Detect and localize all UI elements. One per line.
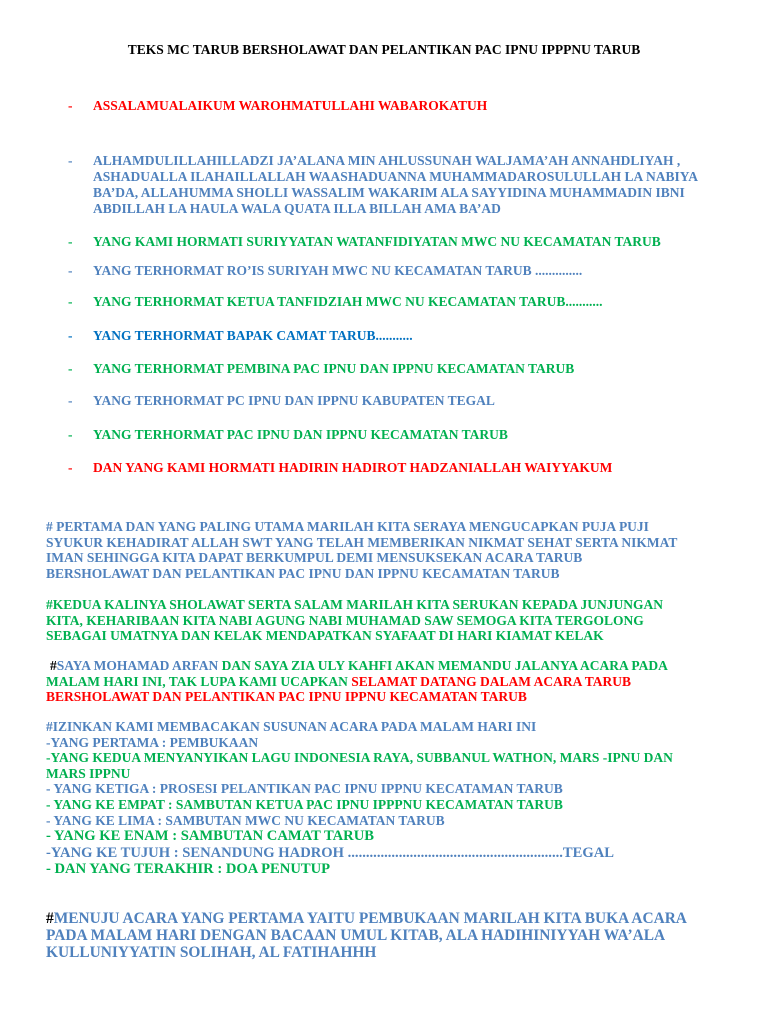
- paragraph-opening-prayer: #MENUJU ACARA YANG PERTAMA YAITU PEMBUKAAN MARILAH KITA BUKA ACARA PADA MALAM HARI DENGAN BACAAN UMUL KITAB, ALA HADIHINIYYAH WA’ALA KULLUNIYYATIN SOLIHAH, AL FATIHAHHH: [46, 910, 687, 961]
- host-names: SAYA MOHAMAD ARFAN: [56, 658, 219, 673]
- paragraph-sholawat: #KEDUA KALINYA SHOLAWAT SERTA SALAM MARILAH KITA SERUKAN KEPADA JUNJUNGAN KITA, KEHARIBAAN KITA NABI AGUNG NABI MUHAMAD SAW SEMOGA KITA TERGOLONG SEBAGAI UMATNYA DAN KELAK MENDAPATKAN SYAFAAT DI HARI KIAMAT KELAK: [46, 597, 663, 644]
- list-item: - DAN YANG KAMI HORMATI HADIRIN HADIROT HADZANIALLAH WAIYYAKUM: [68, 460, 613, 475]
- agenda-intro: #IZINKAN KAMI MEMBACAKAN SUSUNAN ACARA PADA MALAM HARI INI: [46, 719, 537, 734]
- list-item: - ASSALAMUALAIKUM WAROHMATULLAHI WABAROKATUH: [68, 98, 488, 113]
- document-title: TEKS MC TARUB BERSHOLAWAT DAN PELANTIKAN PAC IPNU IPPPNU TARUB: [127, 42, 641, 57]
- agenda-item: - DAN YANG TERAKHIR : DOA PENUTUP: [46, 861, 331, 878]
- list-item: - YANG KAMI HORMATI SURIYYATAN WATANFIDIYATAN MWC NU KECAMATAN TARUB: [68, 234, 661, 249]
- list-item: - YANG TERHORMAT BAPAK CAMAT TARUB...........: [68, 328, 413, 343]
- agenda-section: [46, 719, 736, 878]
- agenda-item: -YANG KEDUA MENYANYIKAN LAGU INDONESIA RAYA, SUBBANUL WATHON, MARS -IPNU DAN: [46, 750, 673, 766]
- list-item: - YANG TERHORMAT RO’IS SURIYAH MWC NU KECAMATAN TARUB ..............: [68, 263, 583, 278]
- agenda-item: MARS IPPNU: [46, 765, 131, 781]
- paragraph-hosts: #SAYA MOHAMAD ARFAN DAN SAYA ZIA ULY KAHFI AKAN MEMANDU JALANYA ACARA PADA MALAM HARI INI, TAK LUPA KAMI UCAPKAN SELAMAT DATANG DALAM ACARA TARUB BERSHOLAWAT DAN PELANTIKAN PAC IPNU IPPNU KECAMATAN TARUB: [46, 658, 668, 705]
- agenda-item: - YANG KE LIMA : SAMBUTAN MWC NU KECAMATAN TARUB: [46, 812, 445, 828]
- list-item: - YANG TERHORMAT PAC IPNU DAN IPPNU KECAMATAN TARUB: [68, 427, 508, 442]
- paragraph-opening: # PERTAMA DAN YANG PALING UTAMA MARILAH KITA SERAYA MENGUCAPKAN PUJA PUJI SYUKUR KEHADIRAT ALLAH SWT YANG TELAH MEMBERIKAN NIKMAT SEHAT SERTA NIKMAT IMAN SEHINGGA KITA DAPAT BERKUMPUL DEMI MENSUKSEKAN ACARA TARUB BERSHOLAWAT DAN PELANTIKAN PAC IPNU DAN IPPNU KECAMATAN TARUB: [46, 519, 678, 581]
- agenda-item: -YANG KE TUJUH : SENANDUNG HADROH ...........................................................TEGAL: [46, 844, 614, 861]
- agenda-item: -YANG PERTAMA : PEMBUKAAN: [46, 734, 259, 750]
- list-item: - ALHAMDULILLAHILLADZI JA’ALANA MIN AHLUSSUNAH WALJAMA’AH ANNAHDLIYAH , ASHADUALLA ILAHAILLALLAH WAASHADUANNA MUHAMMADAROSULULLAH LA NABIYA BA’DA, ALLAHUMMA SHOLLI WASSALIM WAKARIM ALA SAYYIDINA MUHAMMADIN IBNI ABDILLAH LA HAULA WALA QUATA ILLA BILLAH AMA BA’AD: [68, 153, 698, 216]
- agenda-item: - YANG KETIGA : PROSESI PELANTIKAN PAC IPNU IPPNU KECATAMAN TARUB: [46, 781, 563, 797]
- agenda-item: - YANG KE EMPAT : SAMBUTAN KETUA PAC IPNU IPPPNU KECAMATAN TARUB: [46, 796, 563, 812]
- list-item: - YANG TERHORMAT KETUA TANFIDZIAH MWC NU KECAMATAN TARUB...........: [68, 294, 603, 309]
- agenda-item: - YANG KE ENAM : SAMBUTAN CAMAT TARUB: [46, 828, 374, 845]
- list-item: - YANG TERHORMAT PEMBINA PAC IPNU DAN IPPNU KECAMATAN TARUB: [68, 361, 575, 376]
- list-item: - YANG TERHORMAT PC IPNU DAN IPPNU KABUPATEN TEGAL: [68, 393, 495, 408]
